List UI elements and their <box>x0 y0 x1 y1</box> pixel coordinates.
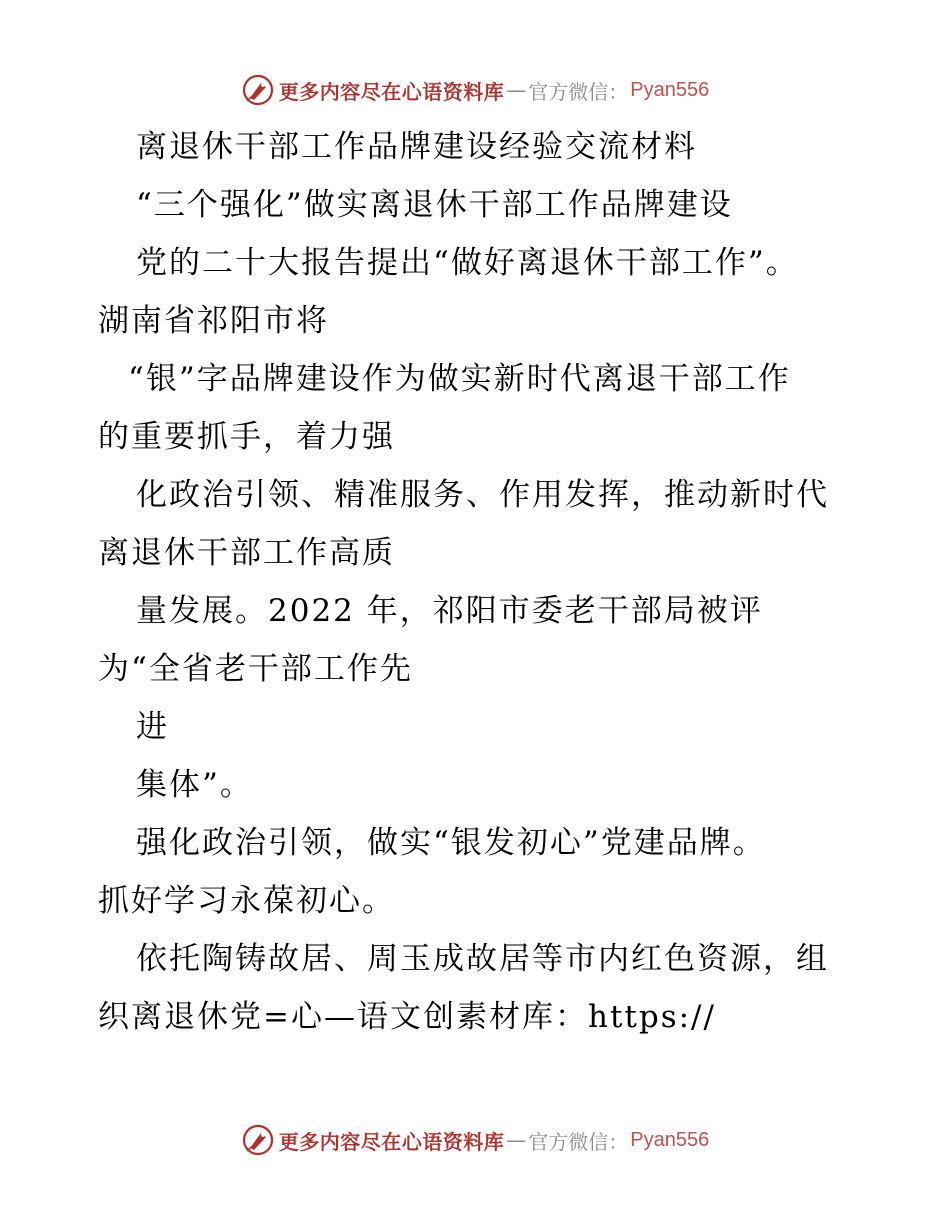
paragraph-line: 依托陶铸故居、周玉成故居等市内红色资源，组 <box>136 941 829 977</box>
header-banner <box>0 70 950 110</box>
banner-official-text: 官方微信： <box>528 1129 629 1154</box>
footer-banner <box>0 1120 950 1160</box>
banner-official-text: 官方微信： <box>528 79 629 104</box>
paragraph-line: “银”字品牌建设作为做实新时代离退干部工作 <box>128 361 791 397</box>
banner-main-text: 更多内容尽在心语资料库 <box>278 79 505 104</box>
paragraph-line: 进 <box>136 709 169 745</box>
document-subtitle: “三个强化”做实离退休干部工作品牌建设 <box>136 187 733 223</box>
document-title: 离退休干部工作品牌建设经验交流材料 <box>136 129 697 165</box>
paragraph-line: 量发展。2022 年，祁阳市委老干部局被评 <box>136 593 763 629</box>
paragraph-line: 织离退休党=心—语文创素材库：https:// <box>98 999 716 1035</box>
pen-nib-logo-icon <box>241 73 275 107</box>
pen-nib-logo-icon <box>241 1123 275 1157</box>
paragraph-line: 化政治引领、精准服务、作用发挥，推动新时代 <box>136 477 829 513</box>
document-body <box>98 118 858 1046</box>
paragraph-line: 抓好学习永葆初心。 <box>98 883 395 919</box>
section-heading: 强化政治引领，做实“银发初心”党建品牌。 <box>136 825 766 861</box>
paragraph-line: 党的二十大报告提出“做好离退休干部工作”。 <box>136 245 799 281</box>
paragraph-line: 的重要抓手，着力强 <box>98 419 395 455</box>
paragraph-line: 离退休干部工作高质 <box>98 535 395 571</box>
banner-account-id: Pyan556 <box>630 78 710 101</box>
paragraph-line: 集体”。 <box>136 767 253 803</box>
banner-main-text: 更多内容尽在心语资料库 <box>278 1129 505 1154</box>
banner-separator: — <box>506 1128 527 1152</box>
paragraph-line: 为“全省老干部工作先 <box>98 651 413 687</box>
banner-account-id: Pyan556 <box>630 1128 710 1151</box>
paragraph-line: 湖南省祁阳市将 <box>98 303 329 339</box>
banner-separator: — <box>506 78 527 102</box>
